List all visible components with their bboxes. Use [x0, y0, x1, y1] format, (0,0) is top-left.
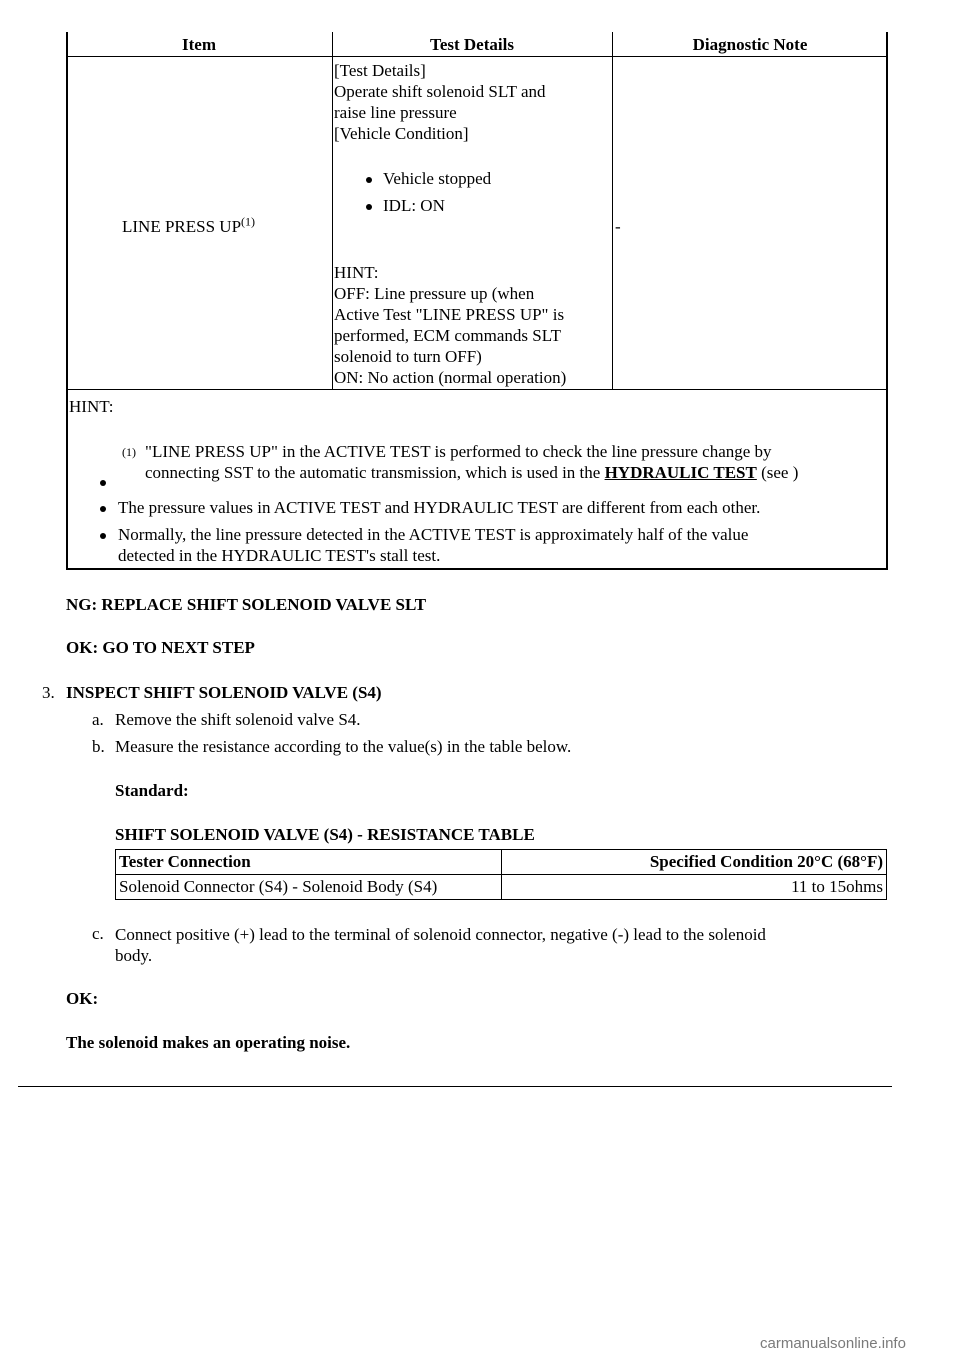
cell-specified-condition: 11 to 15ohms [791, 877, 883, 896]
table-row [116, 875, 886, 899]
resistance-table [115, 849, 887, 900]
footer-divider [18, 1086, 892, 1087]
item-name: LINE PRESS UP$^{(1)}$ [122, 214, 256, 236]
hint-note-2: The pressure values in ACTIVE TEST and HYDRAULIC TEST are different from each other. [118, 498, 761, 517]
header-test-details: Test Details [430, 35, 514, 54]
bullet-icon [366, 204, 372, 210]
bullet-icon [100, 506, 106, 512]
ok-result: OK: GO TO NEXT STEP [66, 638, 255, 657]
header-diagnostic-note: Diagnostic Note [692, 35, 808, 54]
hydraulic-test-link[interactable]: HYDRAULIC TEST [604, 463, 757, 482]
condition-item: IDL: ON [383, 196, 445, 215]
footnote-ref: (1) [241, 214, 256, 229]
substep-c-label: c. [92, 924, 104, 943]
table-header-row [116, 850, 886, 875]
row-divider [68, 389, 888, 390]
resistance-table-title: SHIFT SOLENOID VALVE (S4) - RESISTANCE TABLE [115, 825, 535, 844]
hint-note-3: Normally, the line pressure detected in the ACTIVE TEST is approximately half of the value detected in the HYDRAULIC TEST's stall test. [118, 525, 749, 565]
header-tester-connection: Tester Connection [116, 850, 502, 874]
cell-tester-connection: Solenoid Connector (S4) - Solenoid Body (S4) [116, 875, 502, 899]
substep-a-text: Remove the shift solenoid valve S4. [115, 710, 361, 729]
column-divider [66, 32, 68, 568]
hint-label: HINT: [69, 397, 114, 416]
bullet-icon [366, 177, 372, 183]
column-divider [612, 32, 613, 390]
ok-label: OK: [66, 989, 99, 1008]
row-divider [68, 56, 888, 57]
condition-item: Vehicle stopped [383, 169, 492, 188]
substep-a-label: a. [92, 710, 104, 729]
bullet-icon [100, 533, 106, 539]
test-details-block: [Test Details] Operate shift solenoid SLT and raise line pressure [Vehicle Condition] [334, 61, 546, 143]
hint-footnote-marker: (1) [122, 445, 136, 459]
watermark: carmanualsonline.info [760, 1335, 906, 1352]
hint-note-1: "LINE PRESS UP" in the ACTIVE TEST is performed to check the line pressure change by connecting SST to the automatic transmission, which is used in the HYDRAULIC TEST (see ) [145, 442, 799, 482]
test-details-hint: HINT: OFF: Line pressure up (when Active Test "LINE PRESS UP" is performed, ECM commands SLT solenoid to turn OFF) ON: No action (normal operation) [334, 263, 567, 387]
step-title: INSPECT SHIFT SOLENOID VALVE (S4) [66, 683, 382, 702]
bullet-icon [100, 480, 106, 486]
substep-b-text: Measure the resistance according to the value(s) in the table below. [115, 737, 572, 756]
diagnostic-note: - [615, 217, 621, 236]
header-specified-condition: Specified Condition 20°C (68°F) [649, 852, 883, 871]
standard-label: Standard: [115, 781, 189, 800]
ok-condition: The solenoid makes an operating noise. [66, 1033, 351, 1052]
step-number: 3. [42, 683, 55, 702]
substep-c-text: Connect positive (+) lead to the terminal of solenoid connector, negative (-) lead to the solenoid body. [115, 925, 766, 965]
substep-b-label: b. [92, 737, 105, 756]
column-divider [332, 32, 333, 390]
header-item: Item [182, 35, 216, 54]
ng-result: NG: REPLACE SHIFT SOLENOID VALVE SLT [66, 595, 427, 614]
